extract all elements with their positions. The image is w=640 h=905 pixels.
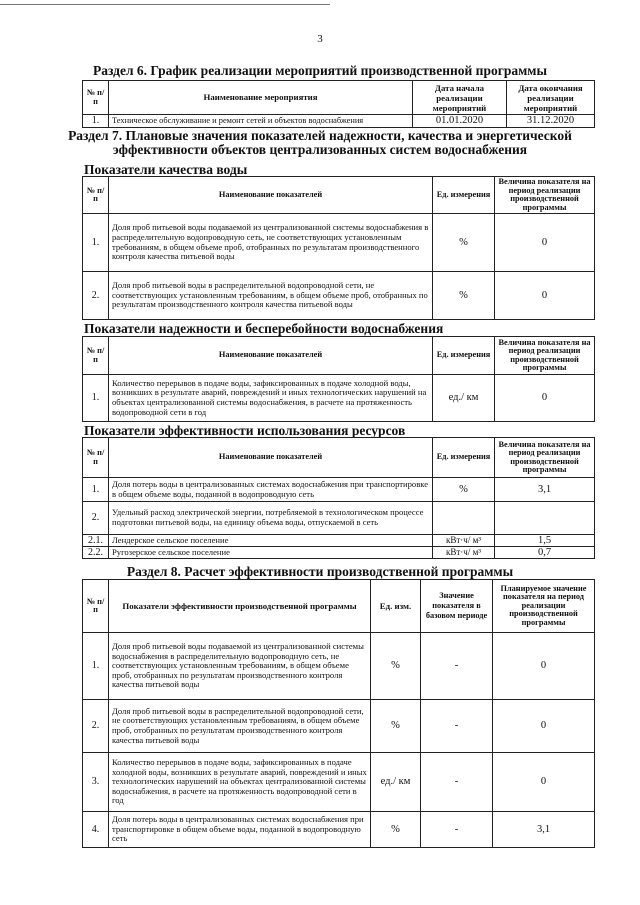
row-num: 2.: [83, 502, 109, 535]
col-name: Наименование мероприятия: [109, 81, 413, 115]
row-value: 0: [495, 375, 595, 422]
row-num: 1.: [83, 214, 109, 272]
table-row: [83, 812, 595, 848]
section8-table: [82, 579, 595, 848]
col-start: Дата начала реализации мероприятий: [413, 81, 507, 115]
row-value: 0: [495, 214, 595, 272]
col-plan: Планируемое значение показателя на период реализации производственной программы: [493, 580, 595, 633]
section8-title: Раздел 8. Расчет эффективности производственной программы: [126, 564, 514, 579]
efficiency-table: [82, 437, 595, 559]
row-plan: 3,1: [493, 812, 595, 848]
row-name: Лендерское сельское поселение: [109, 535, 433, 547]
quality-table: [82, 176, 595, 320]
table-row: [83, 214, 595, 272]
row-name: Доля проб питьевой воды в распределительной водопроводной сети, не соответствующих установленным требованиям, в общем объеме проб, отобранных по результатам производственного контроля качества питьевой воды: [109, 272, 433, 320]
table-row: [83, 535, 595, 547]
row-name: Количество перерывов в подаче воды, зафиксированных в подаче холодной воды, возникших в результате аварий, повреждений и иных технологических нарушений на объектах централизованной системы водоснабжения, в расчете на протяженность водопроводной сети в год: [109, 375, 433, 422]
quality-title: Показатели качества воды: [84, 162, 248, 177]
row-plan: 0: [493, 700, 595, 753]
row-unit: %: [433, 214, 495, 272]
row-plan: 0: [493, 753, 595, 812]
section7-title-line1: Раздел 7. Плановые значения показателей надежности, качества и энергетической: [68, 128, 572, 143]
col-base: Значение показателя в базовом периоде: [421, 580, 493, 633]
section6-title: Раздел 6. График реализации мероприятий производственной программы: [92, 63, 548, 78]
row-unit: ед./ км: [371, 753, 421, 812]
row-unit: %: [371, 812, 421, 848]
row-unit: [433, 502, 495, 535]
row-name: Доля проб питьевой воды в распределительной водопроводной сети, не соответствующих установленным требованиям, в общем объеме проб, отобранных по результатам производственного контроля качества питьевой воды: [109, 700, 371, 753]
row-num: 4.: [83, 812, 109, 848]
row-name: Доля проб питьевой воды подаваемой из централизованной системы водоснабжения в распределительную водопроводную сеть, не соответствующих установленным требованиям, в общем объеме проб, отобранных по результатам производственного контроля качества питьевой воды: [109, 214, 433, 272]
row-name: Удельный расход электрической энергии, потребляемой в технологическом процессе подготовки питьевой воды, на единицу объема воды, отпускаемой в сеть: [109, 502, 433, 535]
row-num: 1.: [83, 478, 109, 502]
table-row: [83, 753, 595, 812]
efficiency-title: Показатели эффективности использования ресурсов: [84, 423, 406, 438]
row-num: 1.: [83, 115, 109, 128]
row-start: 01.01.2020: [413, 115, 507, 128]
row-name: Ругозерское сельское поселение: [109, 547, 433, 559]
row-name: Доля проб питьевой воды подаваемой из централизованной системы водоснабжения в распределительную водопроводную сеть, не соответствующих установленным требованиям, в общем объеме проб, отобранных по результатам производственного контроля качества питьевой воды: [109, 633, 371, 700]
row-num: 3.: [83, 753, 109, 812]
row-base: -: [421, 812, 493, 848]
col-name: Наименование показателей: [109, 337, 433, 375]
row-unit: %: [371, 700, 421, 753]
reliability-title: Показатели надежности и бесперебойности водоснабжения: [84, 321, 444, 336]
row-value: 1,5: [495, 535, 595, 547]
row-unit: %: [371, 633, 421, 700]
row-unit: %: [433, 478, 495, 502]
col-num: № п/п: [83, 177, 109, 214]
row-name: Техническое обслуживание и ремонт сетей и объектов водоснабжения: [109, 115, 413, 128]
table-row: [83, 547, 595, 559]
row-base: -: [421, 753, 493, 812]
col-unit: Ед. измерения: [433, 438, 495, 478]
col-name: Показатели эффективности производственной программы: [109, 580, 371, 633]
row-num: 1.: [83, 633, 109, 700]
row-value: 0,7: [495, 547, 595, 559]
row-unit: ед./ км: [433, 375, 495, 422]
row-unit: кВт·ч/ м³: [433, 547, 495, 559]
row-unit: кВт·ч/ м³: [433, 535, 495, 547]
row-plan: 0: [493, 633, 595, 700]
row-name: Доля потерь воды в централизованных системах водоснабжения при транспортировке в общем объеме воды, поданной в водопроводную сеть: [109, 478, 433, 502]
table-row: [83, 700, 595, 753]
row-num: 2.2.: [83, 547, 109, 559]
col-unit: Ед. измерения: [433, 337, 495, 375]
col-end: Дата окончания реализации мероприятий: [507, 81, 595, 115]
table-row: [83, 272, 595, 320]
table-row: [83, 633, 595, 700]
col-num: № п/п: [83, 337, 109, 375]
section7-title-line2: эффективности объектов централизованных систем водоснабжения: [112, 142, 528, 157]
table-row: [83, 115, 595, 128]
table-row: [83, 502, 595, 535]
table-row: [83, 375, 595, 422]
row-name: Доля потерь воды в централизованных системах водоснабжения при транспортировке в общем объеме воды, поданной в водопроводную сеть: [109, 812, 371, 848]
col-num: № п/п: [83, 580, 109, 633]
col-num: № п/п: [83, 81, 109, 115]
col-value: Величина показателя на период реализации производственной программы: [495, 177, 595, 214]
top-rule: [0, 4, 330, 5]
row-value: 3,1: [495, 478, 595, 502]
row-num: 1.: [83, 375, 109, 422]
col-name: Наименование показателей: [109, 438, 433, 478]
col-value: Величина показателя на период реализации производственной программы: [495, 337, 595, 375]
reliability-table: [82, 336, 595, 422]
row-base: -: [421, 700, 493, 753]
col-name: Наименование показателей: [109, 177, 433, 214]
row-num: 2.: [83, 700, 109, 753]
row-end: 31.12.2020: [507, 115, 595, 128]
col-unit: Ед. измерения: [433, 177, 495, 214]
row-base: -: [421, 633, 493, 700]
row-value: [495, 502, 595, 535]
row-num: 2.: [83, 272, 109, 320]
table-row: [83, 478, 595, 502]
col-value: Величина показателя на период реализации производственной программы: [495, 438, 595, 478]
row-num: 2.1.: [83, 535, 109, 547]
col-num: № п/п: [83, 438, 109, 478]
row-value: 0: [495, 272, 595, 320]
section6-table: [82, 80, 595, 128]
row-unit: %: [433, 272, 495, 320]
row-name: Количество перерывов в подаче воды, зафиксированных в подаче холодной воды, возникших в результате аварий, повреждений и иных технологических нарушений на объектах централизованной системы водоснабжения, в расчете на протяженность водопроводной сети в год: [109, 753, 371, 812]
col-unit: Ед. изм.: [371, 580, 421, 633]
section7-title: [0, 129, 640, 157]
page-number: 3: [317, 33, 323, 45]
